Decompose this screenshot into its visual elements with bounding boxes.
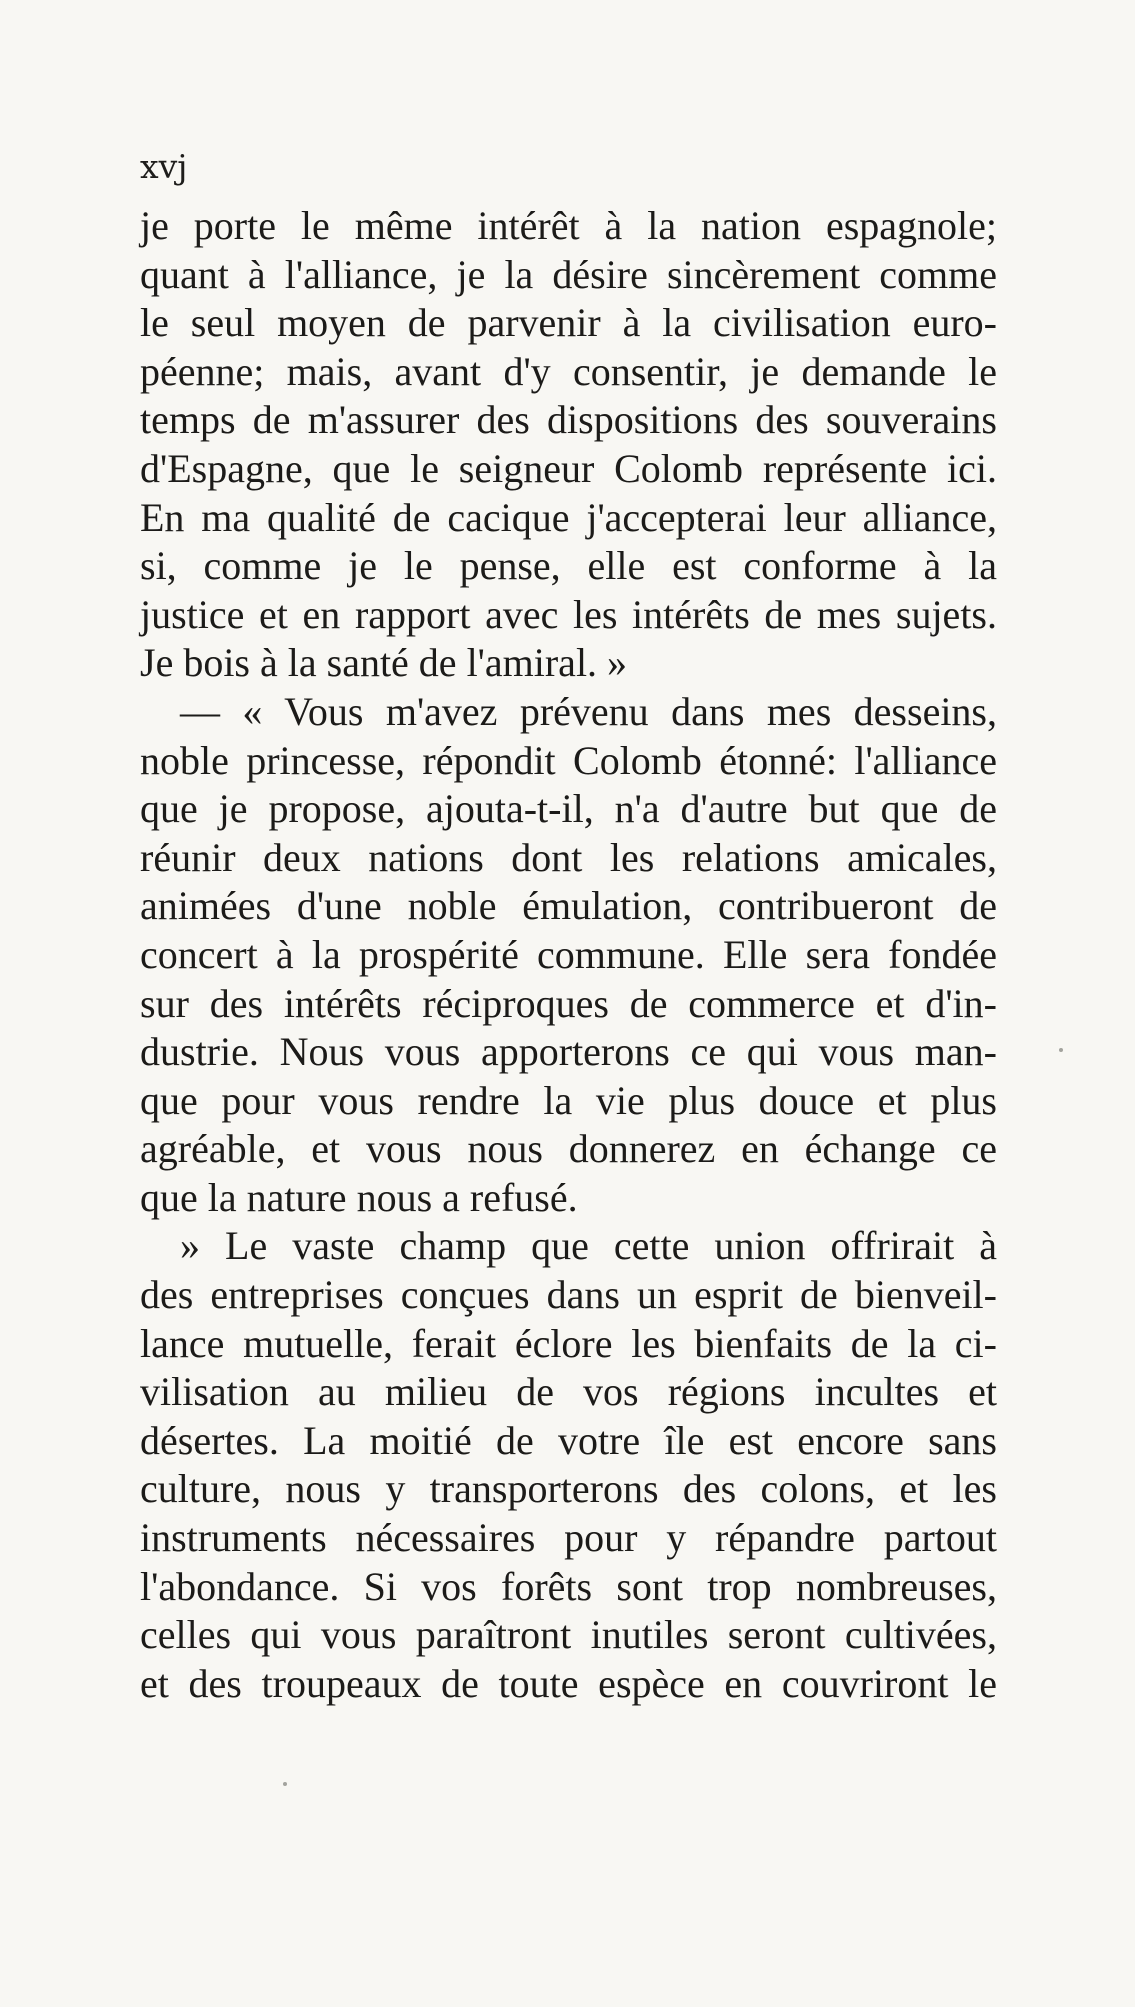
text-line: instruments nécessaires pour y répandre partout	[140, 1515, 997, 1561]
text-line: dustrie. Nous vous apporterons ce qui vous man-	[140, 1029, 997, 1075]
text-line: réunir deux nations dont les relations amicales,	[140, 834, 997, 880]
text-line-paragraph-start: » Le vaste champ que cette union offrirait à	[180, 1223, 997, 1269]
text-line: agréable, et vous nous donnerez en échange ce	[140, 1126, 997, 1172]
page-number: xvj	[140, 147, 188, 186]
body-text	[140, 202, 997, 1708]
text-line: désertes. La moitié de votre île est encore sans	[140, 1417, 997, 1463]
text-line: si, comme je le pense, elle est conforme à la	[140, 543, 997, 589]
text-line: quant à l'alliance, je la désire sincèrement comme	[140, 251, 997, 297]
text-line: l'abondance. Si vos forêts sont trop nombreuses,	[140, 1563, 997, 1609]
text-line: vilisation au milieu de vos régions incultes et	[140, 1369, 997, 1415]
text-line: d'Espagne, que le seigneur Colomb représente ici.	[140, 445, 997, 491]
text-line: temps de m'assurer des dispositions des souverains	[140, 397, 997, 443]
text-line: péenne; mais, avant d'y consentir, je demande le	[140, 348, 997, 394]
text-line-paragraph-start: — « Vous m'avez prévenu dans mes desseins,	[180, 688, 997, 734]
text-line: En ma qualité de cacique j'accepterai leur alliance,	[140, 494, 997, 540]
text-line: culture, nous y transporterons des colons, et les	[140, 1466, 997, 1512]
text-line: des entreprises conçues dans un esprit de bienveil-	[140, 1272, 997, 1318]
text-line: le seul moyen de parvenir à la civilisation euro-	[140, 300, 997, 346]
text-line-paragraph-end: que la nature nous a refusé.	[140, 1174, 578, 1220]
text-line: celles qui vous paraîtront inutiles seront cultivées,	[140, 1612, 997, 1658]
text-line: justice et en rapport avec les intérêts de mes sujets.	[140, 591, 997, 637]
text-line: que pour vous rendre la vie plus douce et plus	[140, 1077, 997, 1123]
text-line: je porte le même intérêt à la nation espagnole;	[140, 203, 997, 248]
text-line: sur des intérêts réciproques de commerce et d'in-	[140, 980, 997, 1026]
text-line: noble princesse, répondit Colomb étonné: l'alliance	[140, 737, 997, 783]
text-line: que je propose, ajouta-t-il, n'a d'autre but que de	[140, 786, 997, 832]
paper-speck	[1059, 1048, 1063, 1052]
text-line: lance mutuelle, ferait éclore les bienfaits de la ci-	[140, 1320, 997, 1366]
text-line: concert à la prospérité commune. Elle sera fondée	[140, 931, 997, 977]
paper-speck	[283, 1782, 287, 1786]
text-line-paragraph-end: Je bois à la santé de l'amiral. »	[140, 640, 628, 686]
text-line: animées d'une noble émulation, contribueront de	[140, 883, 997, 929]
text-line: et des troupeaux de toute espèce en couvriront le	[140, 1660, 997, 1706]
